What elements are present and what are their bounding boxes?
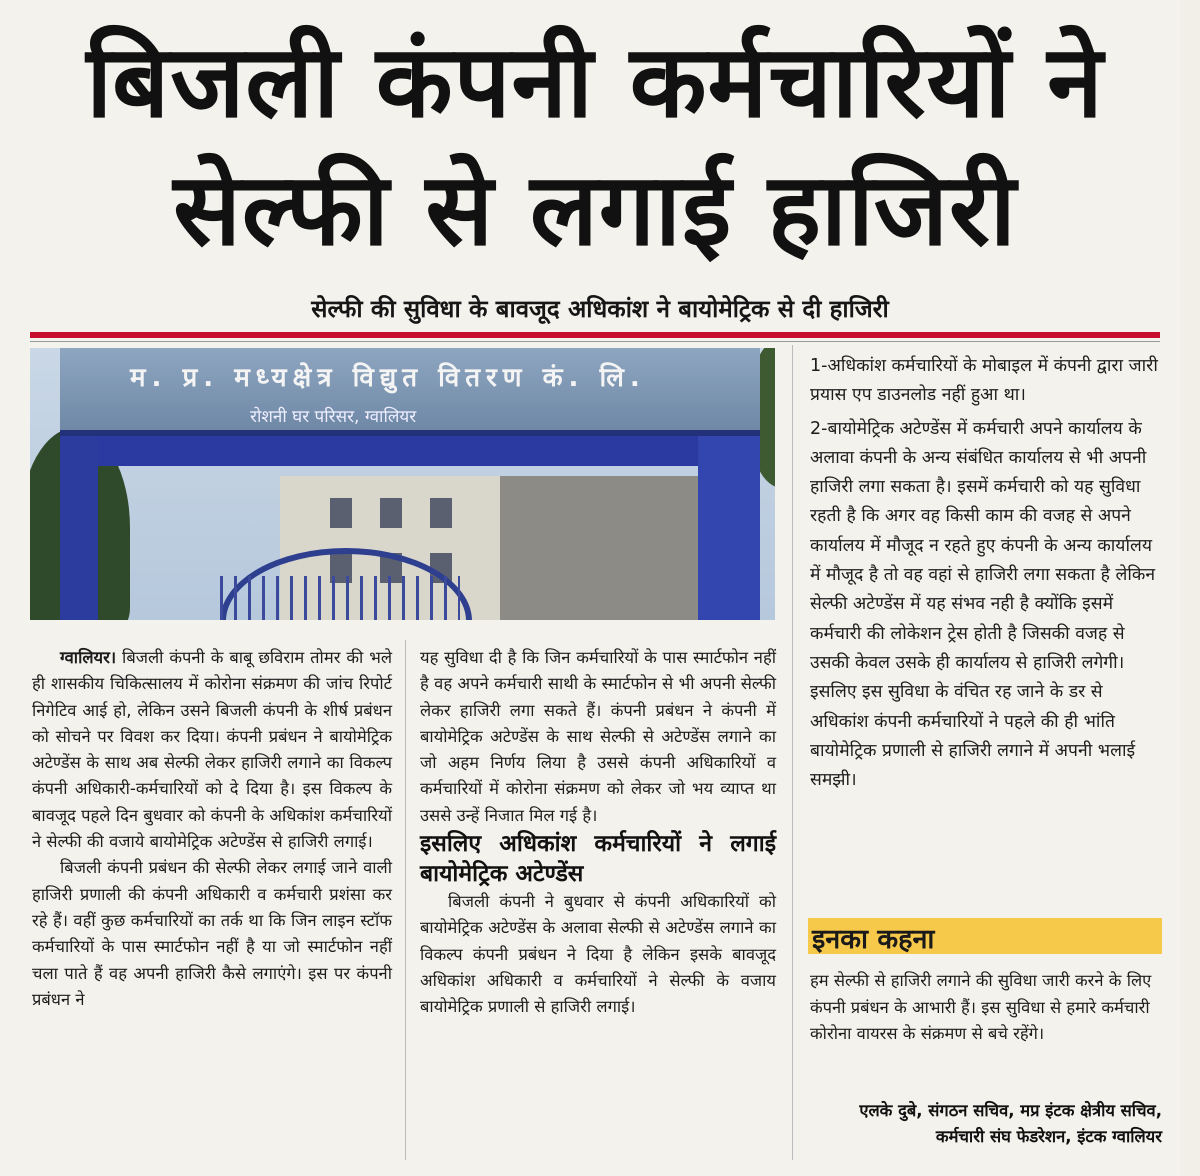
adjacent-page-edge — [1180, 0, 1200, 1176]
photo-window — [430, 498, 452, 528]
photo-window — [330, 498, 352, 528]
article-column-1 — [32, 645, 392, 1013]
reason-point-2: 2-बायोमेट्रिक अटेण्डेंस में कर्मचारी अपने कार्यालय के अलावा कंपनी के अन्य संबंधित कार्यालय से भी अपनी हाजिरी लगा सकता है। इसमें कर्मचारी को यह सुविधा रहती है कि अगर वह किसी काम की वजह से अपने कार्यालय में मौजूद न रहते हुए कंपनी के अन्य कार्यालय में मौजूद है तो वह वहां से हाजिरी लगा सकता है लेकिन सेल्फी अटेण्डेंस में यह संभव नही है क्योंकि इसमें कर्मचारी की लोकेशन ट्रेस होती है जिसकी वजह से उसकी केवल उसके ही कार्यालय से हाजिरी लगेगी। इसलिए इस सुविधा के वंचित रह जाने के डर से अधिकांश कंपनी कर्मचारियों ने पहले की ही भांति बायोमेट्रिक प्रणाली से हाजिरी लगाने में अपनी भलाई समझी। — [810, 418, 1156, 791]
article-column-2 — [420, 645, 776, 1021]
reason-point-1: 1-अधिकांश कर्मचारियों के मोबाइल में कंपनी द्वारा जारी प्रयास एप डाउनलोड नहीं हुआ था। — [810, 356, 1158, 406]
quote-heading-box — [808, 918, 1162, 954]
quote-heading: इनका कहना — [812, 924, 935, 955]
thin-divider — [30, 341, 1160, 342]
gate-pillar-right — [698, 436, 760, 620]
article-paragraph-3: यह सुविधा दी है कि जिन कर्मचारियों के पास स्मार्टफोन नहीं है वह अपने कर्मचारी साथी के स्मार्टफोन से भी अपनी सेल्फी लेकर हाजिरी लगा सकते हैं। कंपनी प्रबंधन ने कंपनी में बायोमेट्रिक अटेण्डेंस के साथ सेल्फी से अटेण्डेंस लगाने का जो अहम निर्णय लिया है उससे कंपनी अधिकारियों व कर्मचारियों में कोरोना संक्रमण को लेकर जो भय व्याप्त था उससे उन्हें निजात मिल गई है। — [420, 648, 776, 825]
column-gutter — [405, 640, 406, 1160]
signboard-line-1: म. प्र. मध्यक्षेत्र विद्युत वितरण कं. लि. — [130, 363, 646, 393]
red-divider — [30, 332, 1160, 338]
photo-building-shadow — [500, 476, 700, 620]
column-gutter — [792, 345, 793, 1160]
photo-window — [380, 498, 402, 528]
article-paragraph-2: बिजली कंपनी प्रबंधन की सेल्फी लेकर लगाई जाने वाली हाजिरी प्रणाली की कंपनी अधिकारी व कर्मचारी प्रशंसा कर रहे हैं। वहीं कुछ कर्मचारियों का तर्क था कि जिन लाइन स्टॉफ कर्मचारियों के पास स्मार्टफोन नहीं है या जो स्मार्टफोन नहीं चला पाते हैं वह अपनी हाजिरी कैसे लगाएंगे। इस पर कंपनी प्रबंधन ने — [32, 858, 392, 1009]
headline-line-2: सेल्फी से लगाई हाजिरी — [173, 151, 1017, 268]
crosshead: इसलिए अधिकांश कर्मचारियों ने लगाई बायोमेट्रिक अटेण्डेंस — [420, 831, 776, 888]
article-text: बिजली कंपनी के बाबू छविराम तोमर की भले ही शासकीय चिकित्सालय में कोरोना संक्रमण की जांच रिपोर्ट निगेटिव आई हो, लेकिन उसने बिजली कंपनी के शीर्ष प्रबंधन को सोचने पर विवश कर दिया। कंपनी प्रबंधन ने बायोमेट्रिक अटेण्डेंस के साथ अब सेल्फी लेकर हाजिरी लगाने का विकल्प कंपनी अधिकारी-कर्मचारियों को दे दिया है। इस विकल्प के बावजूद पहले दिन बुधवार को कंपनी के अधिकांश कर्मचारियों ने सेल्फी की वजाये बायोमेट्रिक अटेण्डेंस से हाजिरी लगाई। — [32, 648, 393, 852]
quote-byline: एलके दुबे, संगठन सचिव, मप्र इंटक क्षेत्रीय सचिव, कर्मचारी संघ फेडरेशन, इंटक ग्वालियर — [859, 1101, 1162, 1146]
article-paragraph-1 — [32, 645, 392, 855]
signboard-line-2: रोशनी घर परिसर, ग्वालियर — [250, 407, 417, 427]
headline-line-1: बिजली कंपनी कर्मचारियों ने — [86, 23, 1104, 140]
article-column-3 — [810, 352, 1160, 799]
article-paragraph-4: बिजली कंपनी ने बुधवार से कंपनी अधिकारियों को बायोमेट्रिक अटेण्डेंस के अलावा सेल्फी से अटेण्डेंस लगाने का विकल्प कंपनी प्रबंधन ने दिया है लेकिन इसके बावजूद अधिकांश अधिकारी व कर्मचारियों ने सेल्फी के वजाय बायोमेट्रिक प्रणाली से हाजिरी लगाई। — [420, 892, 776, 1017]
subheadline: सेल्फी की सुविधा के बावजूद अधिकांश ने बायोमेट्रिक से दी हाजिरी — [311, 295, 889, 323]
gate-beam — [60, 436, 760, 466]
quote-text: हम सेल्फी से हाजिरी लगाने की सुविधा जारी करने के लिए कंपनी प्रबंधन के आभारी हैं। इस सुविधा से हमारे कर्मचारी कोरोना वायरस के संक्रमण से बचे रहेंगे। — [810, 971, 1152, 1043]
headline — [20, 18, 1170, 274]
dateline: ग्वालियर। — [60, 648, 117, 667]
gate-signboard — [60, 348, 760, 436]
gate-pillar-left — [60, 436, 98, 620]
office-gate-photo — [30, 348, 775, 620]
gate-rails — [220, 576, 460, 620]
